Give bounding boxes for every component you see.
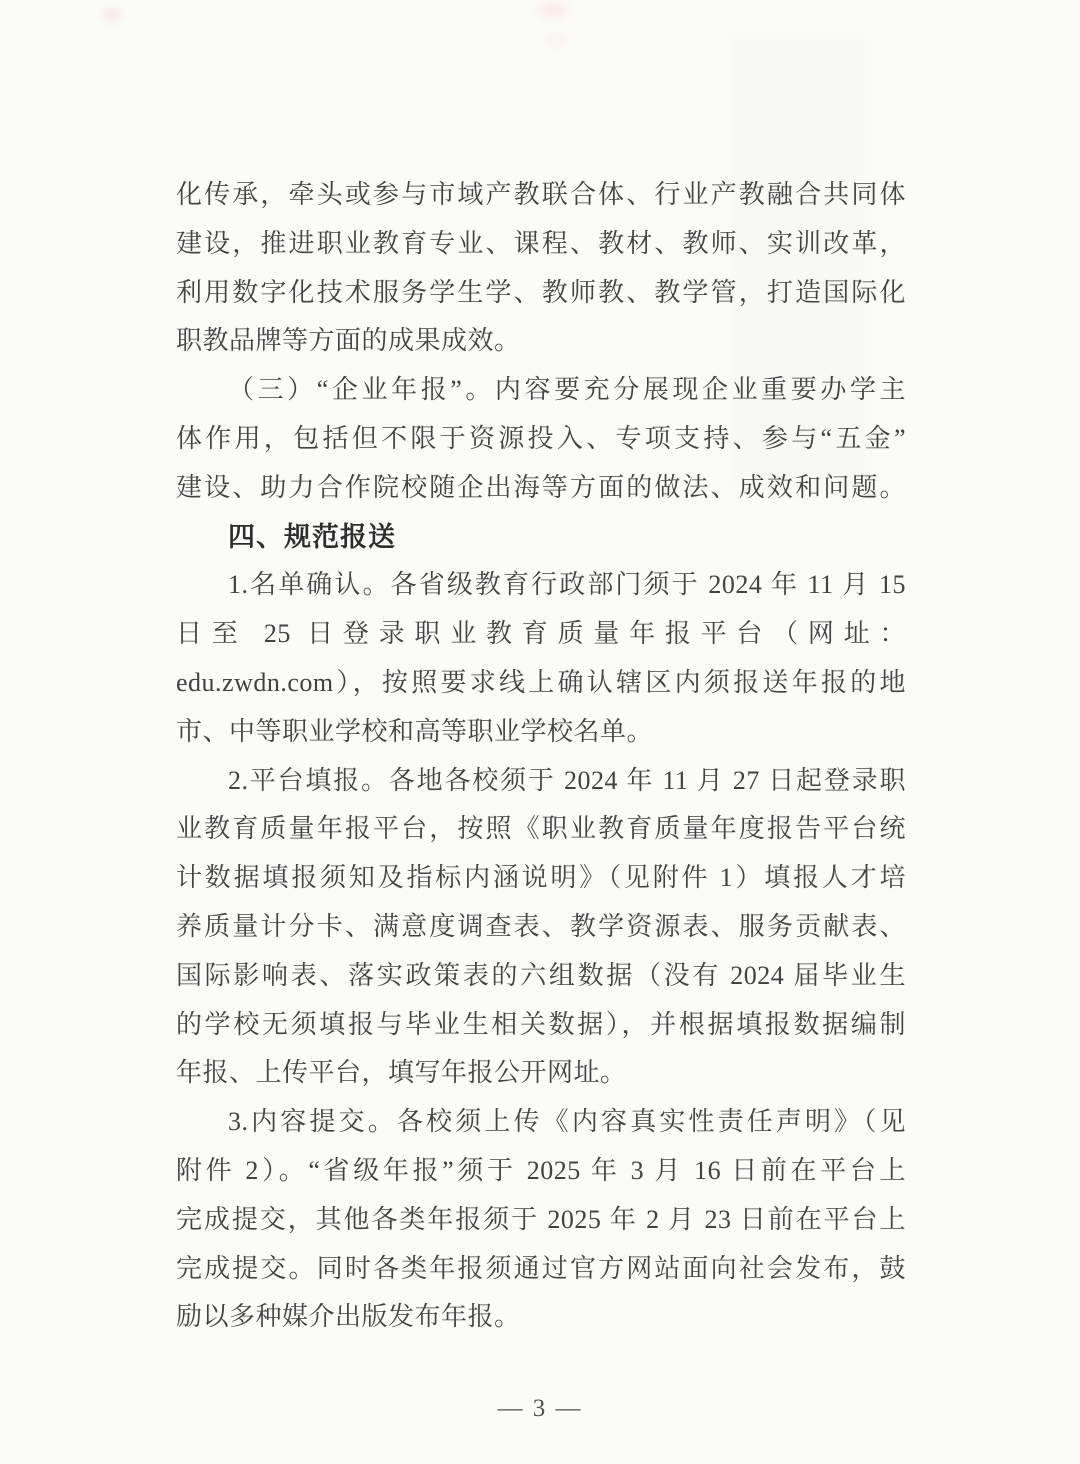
- section-heading: 四、规范报送: [228, 521, 396, 552]
- text-line: （三）“企业年报”。内容要充分展现企业重要办学主: [228, 375, 906, 405]
- text-line: 1.名单确认。各省级教育行政部门须于 2024 年 11 月 15: [228, 570, 906, 600]
- scan-artifact: [538, 2, 568, 18]
- text-line: 年报、上传平台，填写年报公开网址。: [176, 1058, 627, 1088]
- text-line: 日至 25 日登录职业教育质量年报平台（网址：: [176, 619, 906, 649]
- text-line: 市、中等职业学校和高等职业学校名单。: [176, 716, 654, 746]
- text-line: 2.平台填报。各地各校须于 2024 年 11 月 27 日起登录职: [228, 765, 906, 795]
- text-line: 完成提交，其他各类年报须于 2025 年 2 月 23 日前在平台上: [176, 1204, 906, 1234]
- scan-artifact: [102, 8, 122, 21]
- text-line: 体作用，包括但不限于资源投入、专项支持、参与“五金”: [176, 423, 906, 453]
- text-line: 业教育质量年报平台，按照《职业教育质量年度报告平台统: [176, 814, 906, 844]
- text-line: 完成提交。同时各类年报须通过官方网站面向社会发布，鼓: [176, 1253, 906, 1283]
- text-line: 建设、助力合作院校随企出海等方面的做法、成效和问题。: [176, 472, 906, 502]
- text-line: edu.zwdn.com），按照要求线上确认辖区内须报送年报的地: [176, 667, 906, 697]
- text-line: 建设，推进职业教育专业、课程、教材、教师、实训改革，: [176, 228, 906, 258]
- text-line: 职教品牌等方面的成果成效。: [176, 326, 521, 356]
- text-line: 计数据填报须知及指标内涵说明》（见附件 1）填报人才培: [176, 863, 906, 893]
- text-line: 养质量计分卡、满意度调查表、教学资源表、服务贡献表、: [176, 911, 906, 941]
- text-line: 化传承，牵头或参与市域产教联合体、行业产教融合共同体: [176, 180, 906, 209]
- text-line: 附件 2）。“省级年报”须于 2025 年 3 月 16 日前在平台上: [176, 1155, 906, 1185]
- document-body: [176, 171, 906, 1342]
- text-line: 励以多种媒介出版发布年报。: [176, 1302, 521, 1332]
- text-line: 的学校无须填报与毕业生相关数据），并根据填报数据编制: [176, 1009, 906, 1039]
- text-line: 国际影响表、落实政策表的六组数据（没有 2024 届毕业生: [176, 960, 906, 990]
- scan-artifact: [546, 34, 566, 47]
- text-line: 3.内容提交。各校须上传《内容真实性责任声明》（见: [228, 1107, 906, 1137]
- text-line: 利用数字化技术服务学生学、教师教、教学管，打造国际化: [176, 277, 906, 307]
- page-number: — 3 —: [497, 1395, 583, 1422]
